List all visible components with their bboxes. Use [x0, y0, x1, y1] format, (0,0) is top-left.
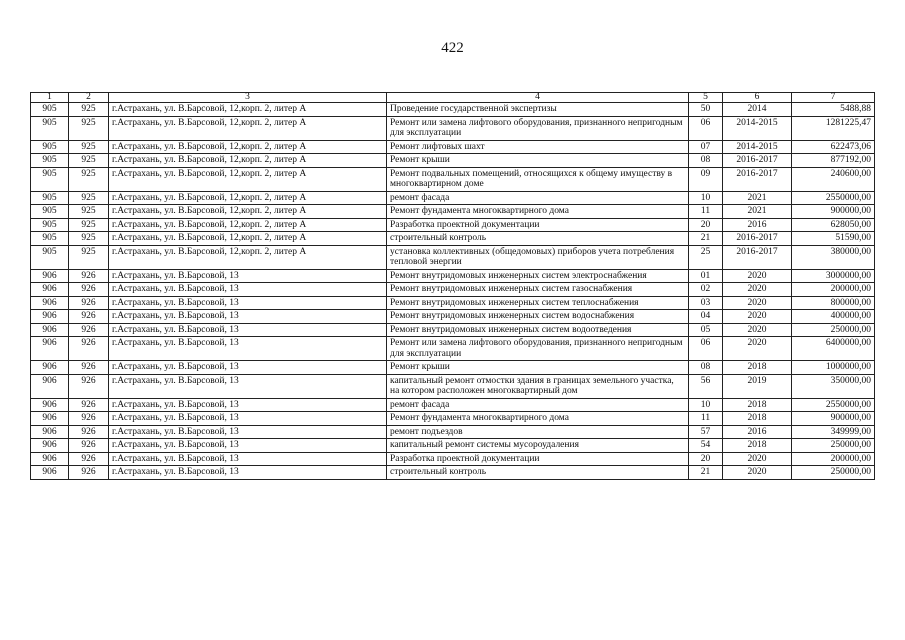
cost-cell: 200000,00 — [792, 283, 875, 297]
table-body — [31, 103, 875, 480]
table-row — [31, 154, 875, 168]
row-index-cell: 906 — [31, 296, 69, 310]
code-cell: 50 — [689, 103, 723, 117]
address-cell: г.Астрахань, ул. В.Барсовой, 12,корп. 2, литер А — [109, 245, 387, 269]
table-row — [31, 116, 875, 140]
code-cell: 10 — [689, 191, 723, 205]
code-cell: 11 — [689, 205, 723, 219]
code-cell: 21 — [689, 466, 723, 480]
address-cell: г.Астрахань, ул. В.Барсовой, 12,корп. 2, литер А — [109, 140, 387, 154]
cost-cell: 250000,00 — [792, 466, 875, 480]
table-row — [31, 218, 875, 232]
work-type-cell: Ремонт внутридомовых инженерных систем водоснабжения — [387, 310, 689, 324]
house-number-cell: 925 — [69, 218, 109, 232]
cost-cell: 900000,00 — [792, 205, 875, 219]
code-cell: 56 — [689, 374, 723, 398]
address-cell: г.Астрахань, ул. В.Барсовой, 13 — [109, 323, 387, 337]
cost-cell: 2550000,00 — [792, 191, 875, 205]
row-index-cell: 905 — [31, 154, 69, 168]
code-cell: 06 — [689, 337, 723, 361]
column-header-1: 1 — [31, 93, 69, 103]
cost-cell: 200000,00 — [792, 452, 875, 466]
table-row — [31, 140, 875, 154]
code-cell: 57 — [689, 425, 723, 439]
cost-cell: 2550000,00 — [792, 398, 875, 412]
row-index-cell: 906 — [31, 323, 69, 337]
work-type-cell: Разработка проектной документации — [387, 452, 689, 466]
address-cell: г.Астрахань, ул. В.Барсовой, 13 — [109, 337, 387, 361]
work-type-cell: Ремонт внутридомовых инженерных систем газоснабжения — [387, 283, 689, 297]
work-type-cell: капитальный ремонт отмостки здания в границах земельного участка, на котором расположен многоквартирный дом — [387, 374, 689, 398]
code-cell: 07 — [689, 140, 723, 154]
column-header-5: 5 — [689, 93, 723, 103]
code-cell: 20 — [689, 218, 723, 232]
work-type-cell: Ремонт крыши — [387, 361, 689, 375]
house-number-cell: 926 — [69, 439, 109, 453]
period-cell: 2020 — [723, 283, 792, 297]
house-number-cell: 925 — [69, 191, 109, 205]
cost-cell: 240600,00 — [792, 167, 875, 191]
house-number-cell: 925 — [69, 205, 109, 219]
house-number-cell: 926 — [69, 374, 109, 398]
period-cell: 2020 — [723, 296, 792, 310]
column-header-2: 2 — [69, 93, 109, 103]
table-row — [31, 205, 875, 219]
address-cell: г.Астрахань, ул. В.Барсовой, 12,корп. 2, литер А — [109, 116, 387, 140]
code-cell: 06 — [689, 116, 723, 140]
row-index-cell: 905 — [31, 140, 69, 154]
table-row — [31, 361, 875, 375]
table-row — [31, 412, 875, 426]
cost-cell: 3000000,00 — [792, 269, 875, 283]
row-index-cell: 906 — [31, 283, 69, 297]
cost-cell: 400000,00 — [792, 310, 875, 324]
code-cell: 20 — [689, 452, 723, 466]
address-cell: г.Астрахань, ул. В.Барсовой, 12,корп. 2, литер А — [109, 232, 387, 246]
house-number-cell: 926 — [69, 323, 109, 337]
code-cell: 11 — [689, 412, 723, 426]
column-header-7: 7 — [792, 93, 875, 103]
row-index-cell: 906 — [31, 310, 69, 324]
work-type-cell: строительный контроль — [387, 466, 689, 480]
row-index-cell: 906 — [31, 466, 69, 480]
table-row — [31, 323, 875, 337]
work-type-cell: ремонт подъездов — [387, 425, 689, 439]
table-header — [31, 93, 875, 103]
work-type-cell: Ремонт лифтовых шахт — [387, 140, 689, 154]
work-type-cell: Ремонт внутридомовых инженерных систем электроснабжения — [387, 269, 689, 283]
table-row — [31, 191, 875, 205]
code-cell: 05 — [689, 323, 723, 337]
row-index-cell: 906 — [31, 337, 69, 361]
work-type-cell: ремонт фасада — [387, 398, 689, 412]
work-type-cell: Ремонт или замена лифтового оборудования, признанного непригодным для эксплуатации — [387, 116, 689, 140]
code-cell: 08 — [689, 361, 723, 375]
row-index-cell: 905 — [31, 245, 69, 269]
house-number-cell: 926 — [69, 283, 109, 297]
table-row — [31, 466, 875, 480]
header-row — [31, 93, 875, 103]
house-number-cell: 925 — [69, 103, 109, 117]
row-index-cell: 906 — [31, 374, 69, 398]
house-number-cell: 926 — [69, 412, 109, 426]
row-index-cell: 905 — [31, 103, 69, 117]
cost-cell: 622473,06 — [792, 140, 875, 154]
work-type-cell: Ремонт внутридомовых инженерных систем теплоснабжения — [387, 296, 689, 310]
address-cell: г.Астрахань, ул. В.Барсовой, 12,корп. 2, литер А — [109, 167, 387, 191]
work-type-cell: Ремонт подвальных помещений, относящихся к общему имуществу в многоквартирном доме — [387, 167, 689, 191]
period-cell: 2014 — [723, 103, 792, 117]
house-number-cell: 926 — [69, 452, 109, 466]
period-cell: 2020 — [723, 452, 792, 466]
code-cell: 02 — [689, 283, 723, 297]
code-cell: 25 — [689, 245, 723, 269]
table-row — [31, 439, 875, 453]
table-row — [31, 296, 875, 310]
house-number-cell: 925 — [69, 245, 109, 269]
table-row — [31, 245, 875, 269]
house-number-cell: 925 — [69, 232, 109, 246]
period-cell: 2018 — [723, 412, 792, 426]
cost-cell: 1000000,00 — [792, 361, 875, 375]
cost-cell: 900000,00 — [792, 412, 875, 426]
address-cell: г.Астрахань, ул. В.Барсовой, 13 — [109, 439, 387, 453]
row-index-cell: 905 — [31, 218, 69, 232]
row-index-cell: 906 — [31, 361, 69, 375]
row-index-cell: 906 — [31, 412, 69, 426]
address-cell: г.Астрахань, ул. В.Барсовой, 13 — [109, 269, 387, 283]
house-number-cell: 925 — [69, 116, 109, 140]
row-index-cell: 906 — [31, 439, 69, 453]
period-cell: 2016-2017 — [723, 154, 792, 168]
house-number-cell: 925 — [69, 140, 109, 154]
period-cell: 2020 — [723, 323, 792, 337]
house-number-cell: 926 — [69, 398, 109, 412]
column-header-6: 6 — [723, 93, 792, 103]
work-type-cell: Ремонт или замена лифтового оборудования, признанного непригодным для эксплуатации — [387, 337, 689, 361]
repair-schedule-table — [30, 92, 875, 480]
period-cell: 2018 — [723, 361, 792, 375]
table-row — [31, 232, 875, 246]
work-type-cell: Ремонт фундамента многоквартирного дома — [387, 412, 689, 426]
row-index-cell: 905 — [31, 167, 69, 191]
house-number-cell: 926 — [69, 269, 109, 283]
work-type-cell: Ремонт фундамента многоквартирного дома — [387, 205, 689, 219]
cost-cell: 1281225,47 — [792, 116, 875, 140]
cost-cell: 6400000,00 — [792, 337, 875, 361]
period-cell: 2021 — [723, 191, 792, 205]
house-number-cell: 926 — [69, 310, 109, 324]
period-cell: 2016-2017 — [723, 245, 792, 269]
house-number-cell: 925 — [69, 167, 109, 191]
address-cell: г.Астрахань, ул. В.Барсовой, 12,корп. 2, литер А — [109, 218, 387, 232]
period-cell: 2018 — [723, 439, 792, 453]
house-number-cell: 926 — [69, 337, 109, 361]
address-cell: г.Астрахань, ул. В.Барсовой, 13 — [109, 466, 387, 480]
address-cell: г.Астрахань, ул. В.Барсовой, 13 — [109, 283, 387, 297]
row-index-cell: 906 — [31, 398, 69, 412]
period-cell: 2018 — [723, 398, 792, 412]
period-cell: 2016-2017 — [723, 232, 792, 246]
code-cell: 09 — [689, 167, 723, 191]
code-cell: 01 — [689, 269, 723, 283]
table-row — [31, 337, 875, 361]
work-type-cell: строительный контроль — [387, 232, 689, 246]
cost-cell: 349999,00 — [792, 425, 875, 439]
period-cell: 2014-2015 — [723, 140, 792, 154]
house-number-cell: 926 — [69, 466, 109, 480]
cost-cell: 800000,00 — [792, 296, 875, 310]
period-cell: 2016-2017 — [723, 167, 792, 191]
code-cell: 03 — [689, 296, 723, 310]
code-cell: 21 — [689, 232, 723, 246]
address-cell: г.Астрахань, ул. В.Барсовой, 13 — [109, 361, 387, 375]
address-cell: г.Астрахань, ул. В.Барсовой, 12,корп. 2, литер А — [109, 191, 387, 205]
period-cell: 2020 — [723, 337, 792, 361]
table-row — [31, 269, 875, 283]
row-index-cell: 905 — [31, 116, 69, 140]
address-cell: г.Астрахань, ул. В.Барсовой, 12,корп. 2, литер А — [109, 154, 387, 168]
table-row — [31, 425, 875, 439]
table-row — [31, 283, 875, 297]
work-type-cell: капитальный ремонт системы мусороудаления — [387, 439, 689, 453]
table-row — [31, 310, 875, 324]
address-cell: г.Астрахань, ул. В.Барсовой, 13 — [109, 296, 387, 310]
period-cell: 2020 — [723, 310, 792, 324]
cost-cell: 628050,00 — [792, 218, 875, 232]
period-cell: 2020 — [723, 269, 792, 283]
code-cell: 54 — [689, 439, 723, 453]
period-cell: 2019 — [723, 374, 792, 398]
cost-cell: 250000,00 — [792, 439, 875, 453]
house-number-cell: 925 — [69, 154, 109, 168]
code-cell: 08 — [689, 154, 723, 168]
table-row — [31, 398, 875, 412]
address-cell: г.Астрахань, ул. В.Барсовой, 13 — [109, 398, 387, 412]
period-cell: 2016 — [723, 218, 792, 232]
row-index-cell: 905 — [31, 232, 69, 246]
table-row — [31, 167, 875, 191]
work-type-cell: Разработка проектной документации — [387, 218, 689, 232]
table-row — [31, 374, 875, 398]
period-cell: 2021 — [723, 205, 792, 219]
column-header-3: 3 — [109, 93, 387, 103]
address-cell: г.Астрахань, ул. В.Барсовой, 13 — [109, 310, 387, 324]
address-cell: г.Астрахань, ул. В.Барсовой, 12,корп. 2, литер А — [109, 205, 387, 219]
address-cell: г.Астрахань, ул. В.Барсовой, 13 — [109, 452, 387, 466]
cost-cell: 350000,00 — [792, 374, 875, 398]
code-cell: 10 — [689, 398, 723, 412]
table-row — [31, 452, 875, 466]
address-cell: г.Астрахань, ул. В.Барсовой, 13 — [109, 425, 387, 439]
house-number-cell: 926 — [69, 361, 109, 375]
cost-cell: 250000,00 — [792, 323, 875, 337]
cost-cell: 877192,00 — [792, 154, 875, 168]
row-index-cell: 905 — [31, 205, 69, 219]
address-cell: г.Астрахань, ул. В.Барсовой, 12,корп. 2, литер А — [109, 103, 387, 117]
cost-cell: 5488,88 — [792, 103, 875, 117]
cost-cell: 380000,00 — [792, 245, 875, 269]
page-number: 422 — [441, 40, 464, 56]
column-header-4: 4 — [387, 93, 689, 103]
house-number-cell: 926 — [69, 425, 109, 439]
row-index-cell: 905 — [31, 191, 69, 205]
house-number-cell: 926 — [69, 296, 109, 310]
work-type-cell: ремонт фасада — [387, 191, 689, 205]
work-type-cell: Ремонт крыши — [387, 154, 689, 168]
row-index-cell: 906 — [31, 425, 69, 439]
period-cell: 2016 — [723, 425, 792, 439]
code-cell: 04 — [689, 310, 723, 324]
address-cell: г.Астрахань, ул. В.Барсовой, 13 — [109, 412, 387, 426]
period-cell: 2020 — [723, 466, 792, 480]
row-index-cell: 906 — [31, 452, 69, 466]
table-row — [31, 103, 875, 117]
cost-cell: 51590,00 — [792, 232, 875, 246]
work-type-cell: установка коллективных (общедомовых) приборов учета потребления тепловой энергии — [387, 245, 689, 269]
work-type-cell: Проведение государственной экспертизы — [387, 103, 689, 117]
row-index-cell: 906 — [31, 269, 69, 283]
period-cell: 2014-2015 — [723, 116, 792, 140]
address-cell: г.Астрахань, ул. В.Барсовой, 13 — [109, 374, 387, 398]
work-type-cell: Ремонт внутридомовых инженерных систем водоотведения — [387, 323, 689, 337]
